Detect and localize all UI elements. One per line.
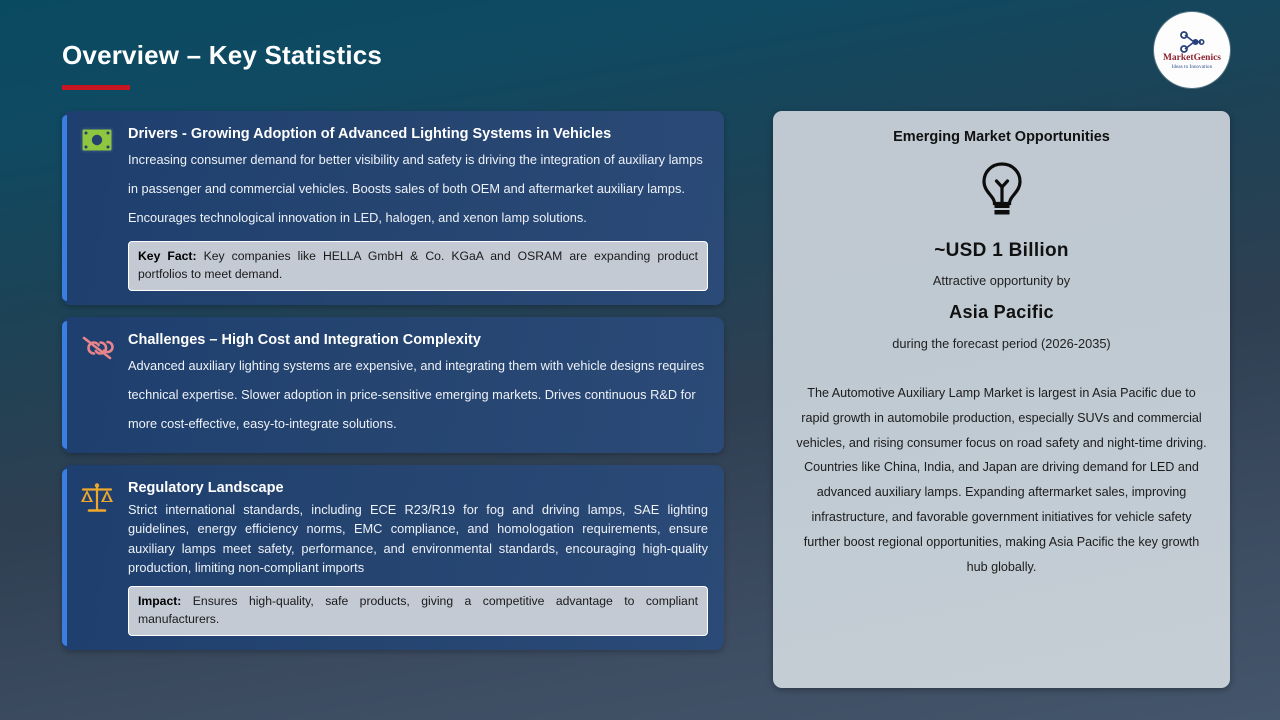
card-text: Strict international standards, including ECE R23/R19 for fog and driving lamps, SAE lighting guidelines, energy efficiency norms, EMC compliance, and homologation requirements, ensure auxiliary lamps meet safety, performance, and environmental standards, encouraging high-quality production, limiting non-compliant imports — [128, 501, 708, 576]
card-title: Regulatory Landscape — [128, 479, 284, 496]
leading-region: Asia Pacific — [949, 302, 1054, 322]
brand-logo[interactable] — [1154, 12, 1230, 88]
logo-name: MarketGenics — [1162, 52, 1222, 63]
emerging-opportunities-panel — [773, 111, 1230, 688]
market-value-caption: Attractive opportunity by — [932, 273, 1071, 288]
broken-link-icon — [78, 331, 116, 369]
logo-tagline: Ideas to Innovation — [1171, 64, 1213, 70]
card-title: Challenges – High Cost and Integration Complexity — [128, 332, 481, 349]
lightbulb-icon — [976, 161, 1028, 217]
card-regulatory — [62, 465, 724, 651]
insight-cards-column — [62, 111, 724, 662]
title-accent-rule — [62, 85, 130, 90]
card-title: Drivers - Growing Adoption of Advanced Lighting Systems in Vehicles — [128, 126, 612, 142]
key-fact-text: Key companies like HELLA GmbH & Co. KGaA and OSRAM are expanding product portfolios to meet demand. — [138, 249, 698, 281]
impact-box — [128, 586, 708, 636]
panel-paragraph: The Automotive Auxiliary Lamp Market is largest in Asia Pacific due to rapid growth in automobile production, especially SUVs and commercial vehicles, and rising consumer focus on road safety and night-time driving. Countries like China, India, and Japan are driving demand for LED and advanced auxiliary lamps. Expanding aftermarket sales, improving infrastructure, and favorable government initiatives for vehicle safety further boost regional opportunities, making Asia Pacific the key growth hub globally. — [796, 386, 1207, 574]
scales-of-justice-icon — [78, 479, 116, 517]
impact-label: Impact: — [138, 594, 182, 609]
banknote-icon — [78, 125, 116, 163]
panel-title: Emerging Market Opportunities — [893, 129, 1110, 145]
card-drivers — [62, 111, 724, 305]
key-fact-box — [128, 241, 708, 291]
impact-text: Ensures high-quality, safe products, giving a competitive advantage to compliant manufacturers. — [138, 594, 698, 626]
card-challenges — [62, 317, 724, 452]
network-nodes-icon — [1179, 31, 1205, 53]
forecast-period: during the forecast period (2026-2035) — [892, 336, 1111, 351]
card-text: Increasing consumer demand for better visibility and safety is driving the integration of auxiliary lamps in passenger and commercial vehicles. Boosts sales of both OEM and aftermarket auxiliary lamps. Encourages technological innovation in LED, halogen, and xenon lamp solutions. — [128, 152, 703, 225]
page-title: Overview – Key Statistics — [62, 40, 383, 70]
card-text: Advanced auxiliary lighting systems are expensive, and integrating them with vehicle designs requires technical expertise. Slower adoption in price-sensitive emerging markets. Drives continuous R&D for more cost-effective, easy-to-integrate solutions. — [128, 358, 705, 431]
key-fact-label: Key Fact: — [138, 249, 197, 264]
market-value: ~USD 1 Billion — [934, 240, 1069, 261]
